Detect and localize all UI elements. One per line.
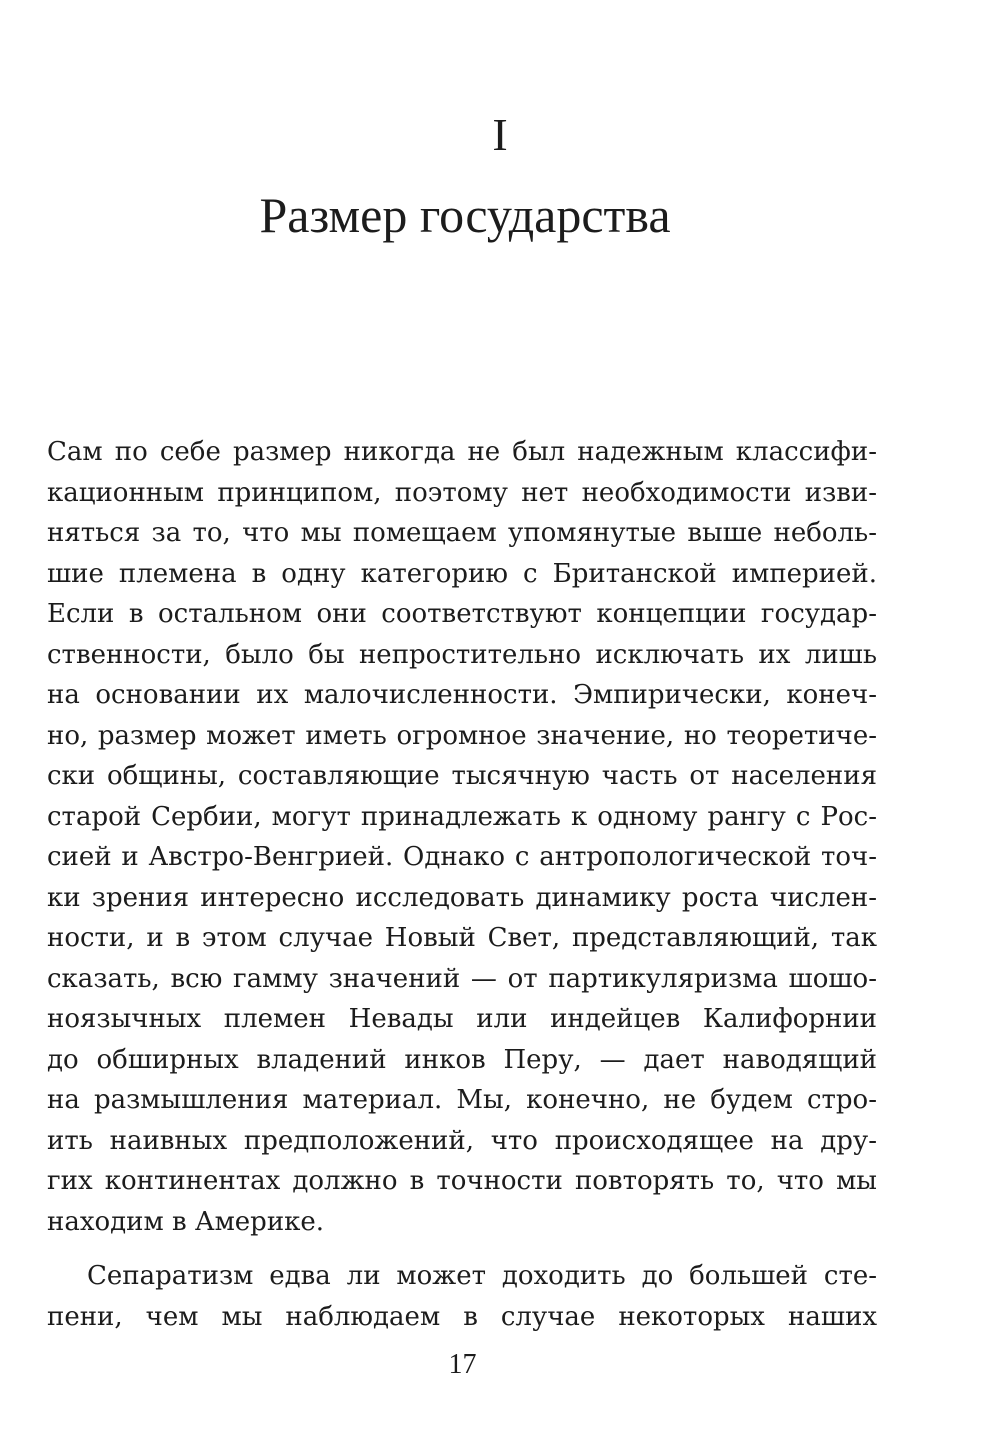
text-line: Сам по себе размер никогда не был надежным классифи- (47, 437, 877, 467)
chapter-number: I (492, 109, 508, 160)
paragraph-1 (47, 432, 877, 1242)
text-line: старой Сербии, могут принадлежать к одному рангу с Рос- (47, 801, 877, 832)
text-line: на основании их малочисленности. Эмпирически, конеч- (47, 680, 877, 710)
text-line: гих континентах должно в точности повторять то, что мы (47, 1166, 877, 1196)
text-line: сказать, всю гамму значений — от партикуляризма шошо- (47, 963, 877, 994)
text-line: пени, чем мы наблюдаем в случае некоторых наших (47, 1301, 877, 1332)
text-line: ности, и в этом случае Новый Свет, представляющий, так (47, 923, 877, 953)
text-line: шие племена в одну категорию с Британской империей. (47, 558, 877, 589)
paragraph-2 (47, 1256, 877, 1337)
text-line: ки зрения интересно исследовать динамику роста числен- (47, 882, 877, 913)
text-line: ственности, было бы непростительно исключать их лишь (47, 639, 877, 670)
paragraph-gap (47, 1242, 877, 1256)
text-line: но, размер может иметь огромное значение, но теоретиче- (47, 720, 877, 751)
text-line: до обширных владений инков Перу, — дает наводящий (47, 1044, 877, 1075)
text-line: кационным принципом, поэтому нет необходимости изви- (47, 477, 877, 508)
text-line: ить наивных предположений, что происходящее на дру- (47, 1125, 877, 1156)
text-line: Сепаратизм едва ли может доходить до большей сте- (87, 1261, 877, 1291)
text-line: ски общины, составляющие тысячную часть от населения (47, 761, 877, 791)
page-number: 17 (448, 1349, 477, 1380)
text-line: сией и Австро-Венгрией. Однако с антропологической точ- (47, 842, 877, 872)
body-text (47, 432, 877, 1337)
text-line: Если в остальном они соответствуют концепции государ- (47, 599, 877, 629)
text-line: няться за то, что мы помещаем упомянутые выше неболь- (47, 518, 877, 548)
chapter-title: Размер государства (259, 187, 671, 243)
text-line: на размышления материал. Мы, конечно, не будем стро- (47, 1085, 877, 1115)
text-line: находим в Америке. (47, 1206, 325, 1237)
text-line: ноязычных племен Невады или индейцев Калифорнии (47, 1004, 877, 1034)
